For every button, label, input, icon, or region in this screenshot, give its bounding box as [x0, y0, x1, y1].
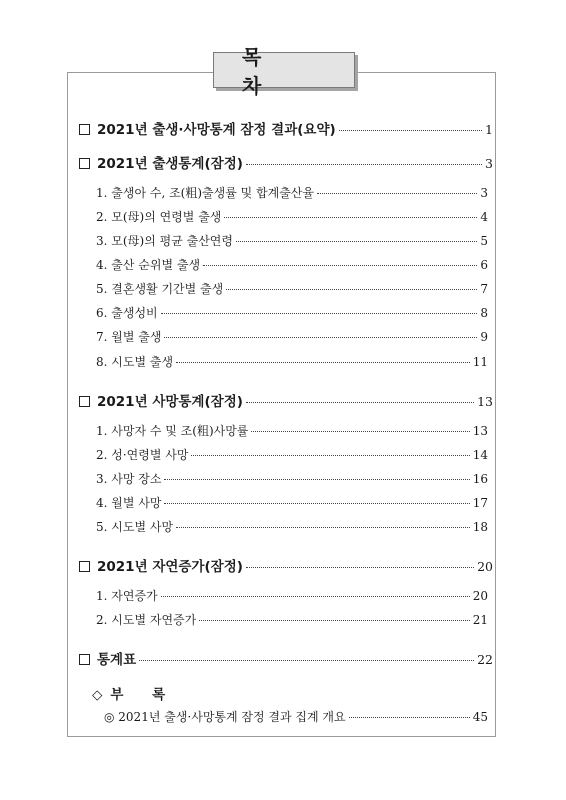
leader-dots — [199, 619, 469, 621]
toc-page-number: 18 — [472, 520, 488, 534]
toc-item[interactable] — [96, 232, 488, 249]
toc-page-number: 9 — [480, 330, 488, 344]
toc-page-number: 20 — [472, 589, 488, 603]
diamond-icon: ◇ — [92, 687, 103, 703]
toc-section-birth[interactable] — [79, 152, 493, 172]
leader-dots — [161, 595, 470, 597]
toc-section-natural-increase[interactable] — [79, 555, 493, 575]
toc-item-label: 2. 시도별 자연증가 — [96, 613, 197, 627]
leader-dots — [317, 192, 477, 194]
toc-item[interactable] — [96, 304, 488, 321]
toc-item[interactable] — [96, 184, 488, 201]
toc-page-number: 7 — [480, 282, 488, 296]
leader-dots — [236, 240, 477, 242]
toc-item-label: 2. 성·연령별 사망 — [96, 448, 189, 462]
toc-item-label: 4. 월별 사망 — [96, 496, 162, 510]
toc-section-label: 2021년 사망통계(잠정) — [97, 394, 243, 410]
leader-dots — [161, 312, 478, 314]
toc-item-label: 6. 출생성비 — [96, 306, 158, 320]
toc-page-number: 6 — [480, 258, 488, 272]
toc-page-number: 13 — [472, 424, 488, 438]
toc-item[interactable] — [96, 494, 488, 511]
toc-item[interactable] — [96, 280, 488, 297]
toc-item[interactable] — [96, 446, 488, 463]
toc-section-label: 2021년 자연증가(잠정) — [97, 559, 243, 575]
toc-section-label: 2021년 출생·사망통계 잠정 결과(요약) — [97, 122, 336, 138]
toc-item[interactable] — [96, 422, 488, 439]
toc-item-label: 8. 시도별 출생 — [96, 355, 174, 369]
toc-section-summary[interactable] — [79, 118, 493, 138]
toc-page-number: 20 — [477, 559, 493, 574]
toc-item-label: 4. 출산 순위별 출생 — [96, 258, 201, 272]
toc-page-number: 8 — [480, 306, 488, 320]
leader-dots — [349, 716, 470, 718]
toc-page-number: 22 — [477, 652, 493, 667]
toc-item[interactable] — [96, 208, 488, 225]
leader-dots — [339, 129, 482, 131]
leader-dots — [226, 288, 477, 290]
toc-section-label: 통계표 — [97, 652, 137, 668]
toc-page-number: 11 — [472, 355, 488, 369]
toc-page-number: 45 — [472, 710, 488, 724]
toc-item-label: 1. 자연증가 — [96, 589, 158, 603]
leader-dots — [164, 502, 469, 504]
appendix-title: 부 록 — [110, 687, 178, 703]
toc-page-number: 5 — [480, 234, 488, 248]
toc-page-number: 3 — [485, 156, 493, 171]
leader-dots — [176, 361, 470, 363]
toc-item[interactable] — [96, 328, 488, 345]
toc-item[interactable] — [96, 470, 488, 487]
leader-dots — [164, 478, 469, 480]
leader-dots — [139, 659, 474, 661]
toc-item[interactable] — [96, 518, 488, 535]
toc-section-tables[interactable] — [79, 648, 493, 668]
leader-dots — [176, 526, 470, 528]
leader-dots — [203, 264, 477, 266]
checkbox-square-icon — [79, 654, 90, 665]
leader-dots — [246, 163, 482, 165]
toc-page-number: 4 — [480, 210, 488, 224]
toc-item-label: 5. 시도별 사망 — [96, 520, 174, 534]
toc-appendix-item[interactable] — [104, 708, 488, 725]
leader-dots — [246, 401, 474, 403]
toc-item-label: 3. 사망 장소 — [96, 472, 162, 486]
toc-page-number: 13 — [477, 394, 493, 409]
toc-page-number: 1 — [485, 122, 493, 137]
toc-item-label: 2. 모(母)의 연령별 출생 — [96, 210, 222, 224]
toc-section-label: 2021년 출생통계(잠정) — [97, 156, 243, 172]
toc-item-label: 5. 결혼생활 기간별 출생 — [96, 282, 224, 296]
leader-dots — [224, 216, 477, 218]
toc-title: 목 차 — [213, 52, 355, 88]
toc-item[interactable] — [96, 587, 488, 604]
toc-page-number: 17 — [472, 496, 488, 510]
leader-dots — [246, 566, 474, 568]
toc-item-label: 3. 모(母)의 평균 출산연령 — [96, 234, 233, 248]
toc-item[interactable] — [96, 256, 488, 273]
checkbox-square-icon — [79, 396, 90, 407]
checkbox-square-icon — [79, 561, 90, 572]
leader-dots — [251, 430, 469, 432]
toc-item-label: 7. 월별 출생 — [96, 330, 162, 344]
toc-item-label: 1. 출생아 수, 조(粗)출생률 및 합계출산율 — [96, 186, 314, 200]
checkbox-square-icon — [79, 124, 90, 135]
toc-item-label: ◎ 2021년 출생·사망통계 잠정 결과 집계 개요 — [104, 710, 346, 724]
toc-section-death[interactable] — [79, 390, 493, 410]
toc-item-label: 1. 사망자 수 및 조(粗)사망률 — [96, 424, 249, 438]
leader-dots — [191, 454, 469, 456]
toc-page-number: 16 — [472, 472, 488, 486]
toc-item[interactable] — [96, 611, 488, 628]
leader-dots — [164, 336, 477, 338]
appendix-heading — [92, 683, 177, 703]
toc-item[interactable] — [96, 353, 488, 370]
toc-page-number: 3 — [480, 186, 488, 200]
checkbox-square-icon — [79, 158, 90, 169]
toc-page-number: 21 — [472, 613, 488, 627]
toc-page-number: 14 — [472, 448, 488, 462]
